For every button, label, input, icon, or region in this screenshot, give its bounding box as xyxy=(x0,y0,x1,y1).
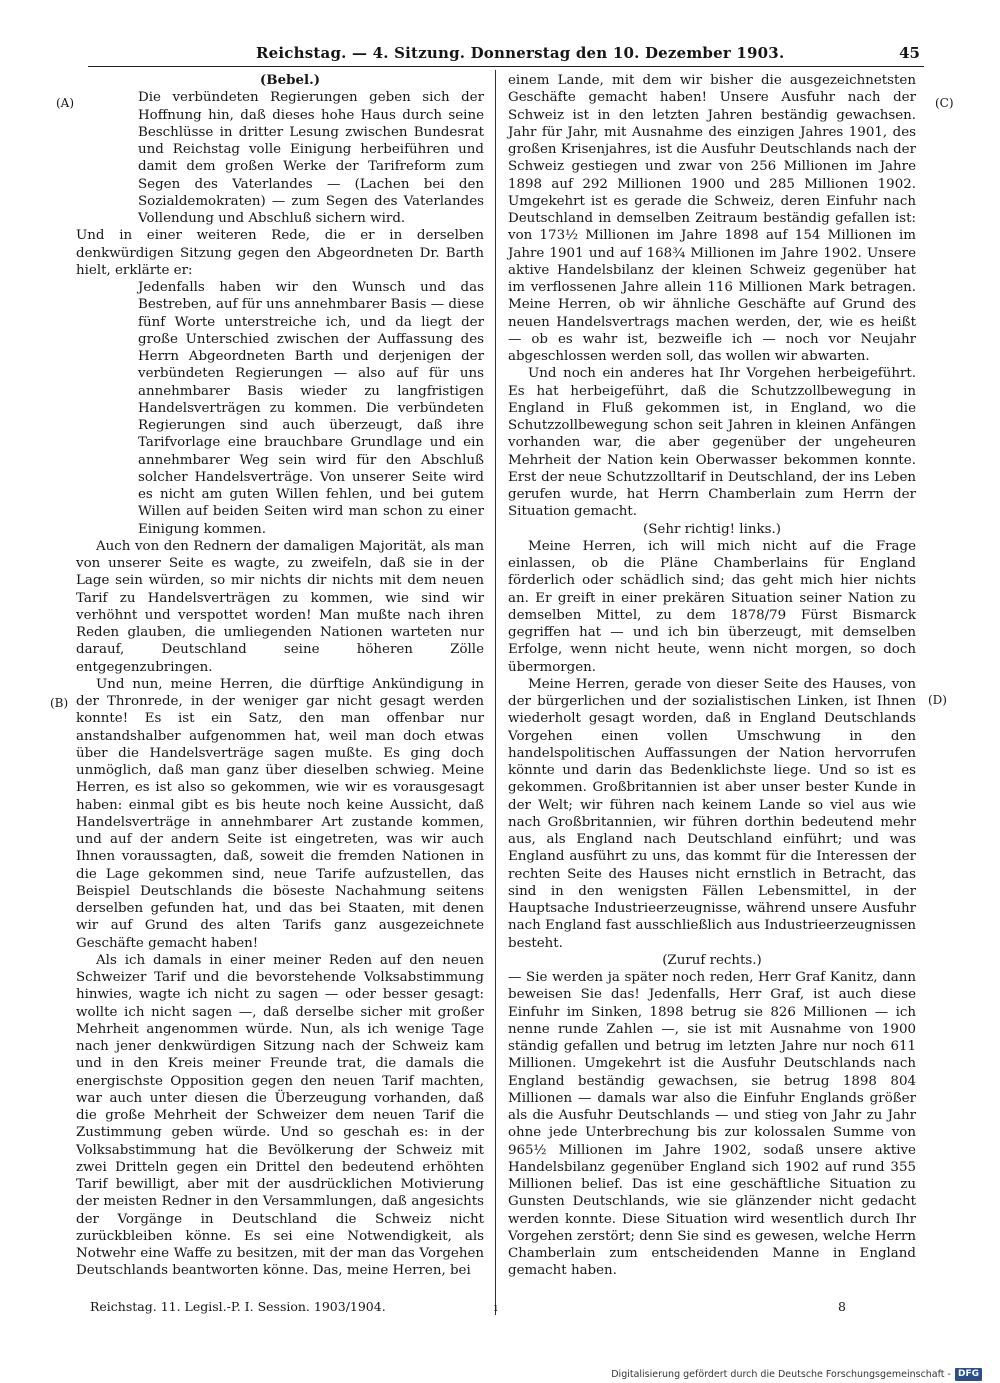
header-rule xyxy=(88,66,924,67)
margin-mark-d: (D) xyxy=(928,693,947,707)
page-header xyxy=(88,42,928,66)
body-paragraph: Meine Herren, ich will mich nicht auf die Frage einlassen, ob die Pläne Chamberlains für England förderlich oder schädlich sind; das geht mich hier nichts an. Er greift in einer prekären Situation seiner Nation zu demselben Mittel, zu dem 1878/79 Fürst Bismarck gegriffen hat — und ich bin überzeugt, mit demselben Erfolge, wenn nicht heute, wenn nicht morgen, so doch übermorgen. xyxy=(508,538,916,675)
body-paragraph: — Sie werden ja später noch reden, Herr Graf Kanitz, dann beweisen Sie das! Jedenfalls, Herr Graf, ist auch diese Einfuhr im Sinken, 1898 betrug sie 826 Millionen — ich nenne runde Zahlen —, sie ist mit Ausnahme von 1900 ständig gefallen und betrug im letzten Jahre nur noch 611 Millionen. Umgekehrt ist die Ausfuhr Deutschlands nach England beständig gewachsen, sie betrug 1898 804 Millionen — damals war also die Einfuhr Englands größer als die Ausfuhr Deutschlands — und stieg von Jahr zu Jahr ohne jede Unterbrechung bis zur kolossalen Summe von 965½ Millionen im Jahre 1902, sodaß unsere aktive Handelsbilanz gegenüber England sich 1902 auf rund 355 Millionen belief. Das ist eine geschäftliche Situation zu Gunsten Deutschlands, wie sie glänzender nicht gedacht werden konnte. Diese Situation wird wesentlich durch Ihr Vorgehen zerstört; denn Sie sind es gewesen, welche Herrn Chamberlain zum entscheidenden Manne in England gemacht haben. xyxy=(508,970,916,1279)
body-paragraph: Und in einer weiteren Rede, die er in derselben denkwürdigen Sitzung gegen den Abgeordneten Dr. Barth hielt, erklärte er: xyxy=(76,228,484,278)
page-number: 45 xyxy=(899,44,920,62)
body-paragraph: Und nun, meine Herren, die dürftige Ankündigung in der Thronrede, in der weniger gar nicht gesagt werden konnte! Es ist ein Satz, den man offenbar nur anstandshalber aufgenommen hat, weil man doch etwas über die Handelsverträge sagen mußte. Es ging doch unmöglich, daß man ganz über dieselben schwieg. Meine Herren, es ist also so gekommen, wie wir es vorausgesagt haben: einmal gibt es bis heute noch keine Aussicht, daß Handelsverträge in annehmbarer Art zustande kommen, und auf der andern Seite ist eingetreten, was wir auch Ihnen voraussagten, daß, soweit die fremden Nationen in die Lage gekommen sind, neue Tarife aufzustellen, das Beispiel Deutschlands die böseste Nachahmung seitens derselben gefunden hat, und das bei Staaten, mit denen wir auf Grund des alten Tarifs ganz ausgezeichnete Geschäfte gemacht haben! xyxy=(76,676,484,951)
footer-session-info: Reichstag. 11. Legisl.-P. I. Session. 1903/1904. xyxy=(90,1299,386,1314)
left-column xyxy=(76,72,484,1280)
margin-mark-a: (A) xyxy=(56,96,75,110)
footer-tick: ı xyxy=(494,1301,498,1314)
interjection: (Zuruf rechts.) xyxy=(662,952,762,968)
interjection: (Sehr richtig! links.) xyxy=(643,521,781,537)
column-divider xyxy=(495,70,496,1315)
margin-mark-c: (C) xyxy=(935,96,954,110)
body-paragraph: Auch von den Rednern der damaligen Majorität, als man von unserer Seite es wagte, zu zweifeln, daß sie in der Lage sein würden, so mir nichts dir nichts mit dem neuen Tarif zu Handelsverträgen zu kommen, wie sind wir verhöhnt und verspottet worden! Man mußte nach ihren Reden glauben, die umliegenden Nationen warteten nur darauf, Deutschland seine höheren Zölle entgegenzubringen. xyxy=(76,538,484,675)
speaker-name: (Bebel.) xyxy=(259,72,321,88)
footer-signature-number: 8 xyxy=(838,1299,846,1314)
dfg-note-text: Digitalisierung gefördert durch die Deutsche Forschungsgemeinschaft - xyxy=(611,1368,951,1380)
quote-paragraph: Die verbündeten Regierungen geben sich der Hoffnung hin, daß dieses hohe Haus durch seine Beschlüsse in dritter Lesung zwischen Bundesrat und Reichstag volle Einigung herbeiführen und damit dem großen Werke der Tarifreform zum Segen des Vaterlandes — (Lachen bei den Sozialdemokraten) — zum Segen des Vaterlandes Vollendung und Abschluß sichern wird. xyxy=(138,90,484,226)
body-paragraph: Meine Herren, gerade von dieser Seite des Hauses, von der bürgerlichen und der sozialistischen Linken, ist Ihnen wiederholt gesagt worden, daß in England Deutschlands Vorgehen einen vollen Umschwung in den handelspolitischen Auffassungen der Nation hervorrufen könnte und darin das Bedenklichste liege. Und so ist es gekommen. Großbritannien ist aber unser bester Kunde in der Welt; wir führen nach keinem Lande so viel aus wie nach Großbritannien, wir führen dorthin bedeutend mehr aus, als England nach Deutschland einführt; und was England ausführt zu uns, das kommt für die Interessen der rechten Seite des Hauses nicht ernstlich in Betracht, das sind in den wenigsten Fällen Lebensmittel, in der Hauptsache Industrieerzeugnisse, während unsere Ausfuhr nach England fast ausschließlich aus Industrieerzeugnissen besteht. xyxy=(508,676,916,951)
dfg-logo: DFG xyxy=(955,1368,982,1381)
body-paragraph: einem Lande, mit dem wir bisher die ausgezeichnetsten Geschäfte gemacht haben! Unsere Ausfuhr nach der Schweiz ist in den letzten Jahren beständig gewachsen. Jahr für Jahr, mit Ausnahme des einzigen Jahres 1901, des großen Krisenjahres, ist die Ausfuhr Deutschlands nach der Schweiz gestiegen und zwar von 256 Millionen im Jahre 1898 auf 292 Millionen 1900 und 285 Millionen 1902. Umgekehrt ist es gerade die Schweiz, deren Einfuhr nach Deutschland in demselben Zeitraum beständig gefallen ist: von 173½ Millionen im Jahre 1898 auf 154 Millionen im Jahre 1901 und auf 168¾ Millionen im Jahre 1902. Unsere aktive Handelsbilanz der kleinen Schweiz gegenüber hat im verflossenen Jahre allein 116 Millionen Mark betragen. Meine Herren, ob wir ähnliche Geschäfte auf Grund des neuen Handelsvertrags machen werden, der, wie es heißt — ob es wahr ist, bezweifle ich — noch vor Neujahr abgeschlossen werden soll, das wollen wir abwarten. xyxy=(508,73,916,364)
running-head: Reichstag. — 4. Sitzung. Donnerstag den 10. Dezember 1903. xyxy=(256,44,785,62)
body-paragraph: Als ich damals in einer meiner Reden auf den neuen Schweizer Tarif und die bevorstehende Volksabstimmung hinwies, wagte ich nicht zu sagen — oder besser gesagt: wollte ich nicht sagen —, daß derselbe sicher mit großer Mehrheit angenommen würde. Nun, als ich wenige Tage nach jener denkwürdigen Sitzung nach der Schweiz kam und in den Kreis meiner Freunde trat, die damals die energischste Opposition gegen den neuen Tarif machten, war auch unter diesen die Überzeugung vorhanden, daß die große Mehrheit der Schweizer dem neuen Tarif die Zustimmung geben würde. Und so geschah es: in der Volksabstimmung hat die Bevölkerung der Schweiz mit zwei Dritteln gegen ein Drittel den bedeutend erhöhten Tarif bewilligt, aber mit der ausdrücklichen Motivierung der meisten Redner in den Versammlungen, daß angesichts der Vorgänge in Deutschland die Schweiz nicht zurückbleiben könne. Es sei eine Notwendigkeit, als Notwehr eine Waffe zu besitzen, mit der man das Vorgehen Deutschlands beantworten könne. Das, meine Herren, bei xyxy=(76,952,484,1279)
dfg-funding-note xyxy=(610,1367,982,1381)
margin-mark-b: (B) xyxy=(50,696,69,710)
body-paragraph: Und noch ein anderes hat Ihr Vorgehen herbeigeführt. Es hat herbeigeführt, daß die Schutzzollbewegung in England in Fluß gekommen ist, in England, wo die Schutzzollbewegung schon seit Jahren in kleinen Anfängen vorhanden war, die aber gegenüber der ungeheuren Mehrheit der Nation kein Oberwasser bekommen konnte. Erst der neue Schutzzolltarif in Deutschland, der ins Leben gerufen wurde, hat Herrn Chamberlain zum Herrn der Situation gemacht. xyxy=(508,366,916,520)
right-column xyxy=(508,72,916,1280)
quote-paragraph: Jedenfalls haben wir den Wunsch und das Bestreben, auf für uns annehmbarer Basis — diese fünf Worte unterstreiche ich, und da liegt der große Unterschied zwischen der Auffassung des Herrn Abgeordneten Barth und derjenigen der verbündeten Regierungen — also auf für uns annehmbarer Basis wieder zu langfristigen Handelsverträgen zu kommen. Die verbündeten Regierungen sind auch überzeugt, daß ihre Tarifvorlage eine brauchbare Grundlage und ein annehmbarer Weg sein wird für den Abschluß solcher Handelsverträge. Von unserer Seite wird es nicht am guten Willen fehlen, und bei gutem Willen auf beiden Seiten wird man schon zu einer Einigung kommen. xyxy=(138,280,484,537)
